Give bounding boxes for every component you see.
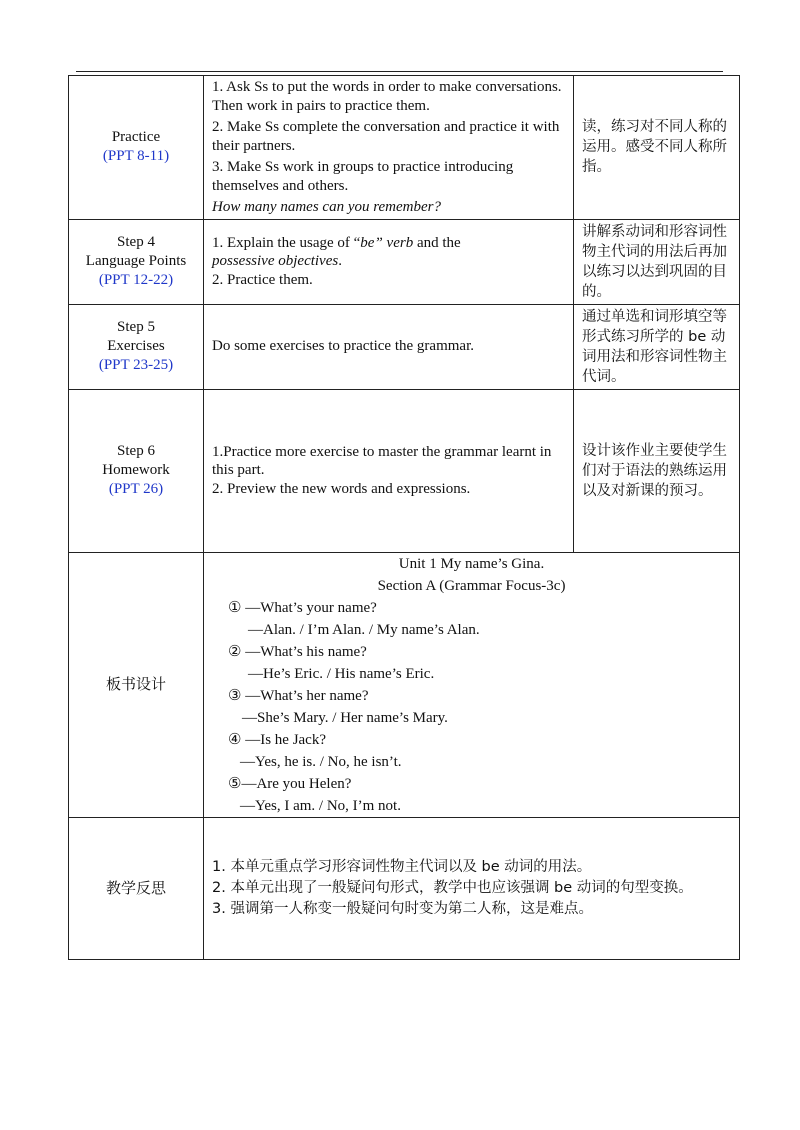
step-cell-practice (69, 76, 204, 220)
step-cell-step5 (69, 304, 204, 389)
design-note: 读，练习对不同人称的运用。感受不同人称所指。 (582, 119, 727, 176)
activity-text: 1. Explain the usage of “ (212, 234, 361, 251)
board-answer: —Yes, I am. / No, I’m not. (240, 797, 401, 814)
activity-text: . (338, 253, 342, 270)
reflection-item: 3. 强调第一人称变一般疑问句时变为第二人称，这是难点。 (212, 900, 593, 917)
lesson-plan-table (68, 75, 740, 960)
activity-cell-step4 (204, 219, 574, 304)
note-cell-step4 (574, 219, 740, 304)
board-content-cell (204, 552, 740, 817)
reflection-item: 1. 本单元重点学习形容词性物主代词以及 be 动词的用法。 (212, 858, 592, 875)
activity-item: 2. Preview the new words and expressions. (212, 480, 471, 497)
step-title: Homework (102, 462, 170, 478)
board-answer: —Yes, he is. / No, he isn’t. (240, 753, 402, 770)
activity-item: Do some exercises to practice the grammar. (212, 338, 474, 355)
step-cell-step4 (69, 219, 204, 304)
activity-cell-step5 (204, 304, 574, 389)
ppt-range: (PPT 8-11) (102, 148, 170, 165)
table-row-reflection (69, 817, 740, 959)
reflection-content-cell (204, 817, 740, 959)
activity-italic: be” verb (360, 234, 414, 251)
board-answer: —Alan. / I’m Alan. / My name’s Alan. (248, 621, 480, 638)
board-section: Section A (Grammar Focus-3c) (377, 577, 566, 594)
activity-cell-practice (204, 76, 574, 220)
board-label-cell (69, 552, 204, 817)
activity-item: 1. Ask Ss to put the words in order to make conversations. Then work in pairs to practice them. (212, 79, 562, 114)
ppt-range: (PPT 12-22) (98, 272, 174, 288)
activity-text: and the (413, 234, 461, 251)
step-title: Language Points (85, 253, 187, 269)
step-label: Practice (111, 129, 161, 146)
table-row-practice (69, 76, 740, 220)
design-note: 设计该作业主要使学生们对于语法的熟练运用以及对新课的预习。 (582, 442, 727, 499)
step-title: Exercises (107, 338, 165, 354)
activity-item: 1.Practice more exercise to master the grammar learnt in this part. (212, 443, 552, 479)
note-cell-practice (574, 76, 740, 220)
step-number: Step 4 (117, 234, 155, 250)
activity-item (212, 252, 567, 271)
activity-item: 3. Make Ss work in groups to practice introducing themselves and others. (212, 159, 514, 194)
activity-item (212, 234, 567, 253)
board-question: ④ —Is he Jack? (228, 731, 326, 748)
note-cell-step5 (574, 304, 740, 389)
board-question: ⑤—Are you Helen? (228, 775, 352, 792)
activity-item: 2. Practice them. (212, 271, 313, 288)
board-question: ② —What’s his name? (228, 643, 367, 660)
board-answer: —He’s Eric. / His name’s Eric. (248, 665, 435, 682)
board-answer: —She’s Mary. / Her name’s Mary. (242, 709, 448, 726)
design-note: 讲解系动词和形容词性物主代词的用法后再加以练习以达到巩固的目的。 (582, 223, 727, 300)
ppt-range: (PPT 23-25) (98, 357, 174, 373)
ppt-range: (PPT 26) (108, 481, 164, 497)
activity-item: 2. Make Ss complete the conversation and practice it with their partners. (212, 119, 560, 154)
step-number: Step 6 (117, 443, 155, 459)
step-number: Step 5 (117, 319, 155, 335)
reflection-label-cell (69, 817, 204, 959)
header-rule (76, 71, 723, 72)
design-note: 通过单选和词形填空等形式练习所学的 be 动词用法和形容词性物主代词。 (582, 308, 727, 385)
board-question: ③ —What’s her name? (228, 687, 369, 704)
activity-cell-step6 (204, 389, 574, 552)
note-cell-step6 (574, 389, 740, 552)
table-row-step6 (69, 389, 740, 552)
table-row-step5 (69, 304, 740, 389)
board-title: Unit 1 My name’s Gina. (398, 555, 545, 572)
activity-question: How many names can you remember? (212, 199, 441, 215)
reflection-item: 2. 本单元出现了一般疑问句形式，教学中也应该强调 be 动词的句型变换。 (212, 879, 693, 896)
board-question: ① —What’s your name? (228, 599, 377, 616)
table-row-board (69, 552, 740, 817)
reflection-label: 教学反思 (105, 878, 166, 897)
step-cell-step6 (69, 389, 204, 552)
table-row-step4 (69, 219, 740, 304)
board-label: 板书设计 (105, 675, 166, 693)
activity-italic: possessive objectives (212, 253, 339, 270)
